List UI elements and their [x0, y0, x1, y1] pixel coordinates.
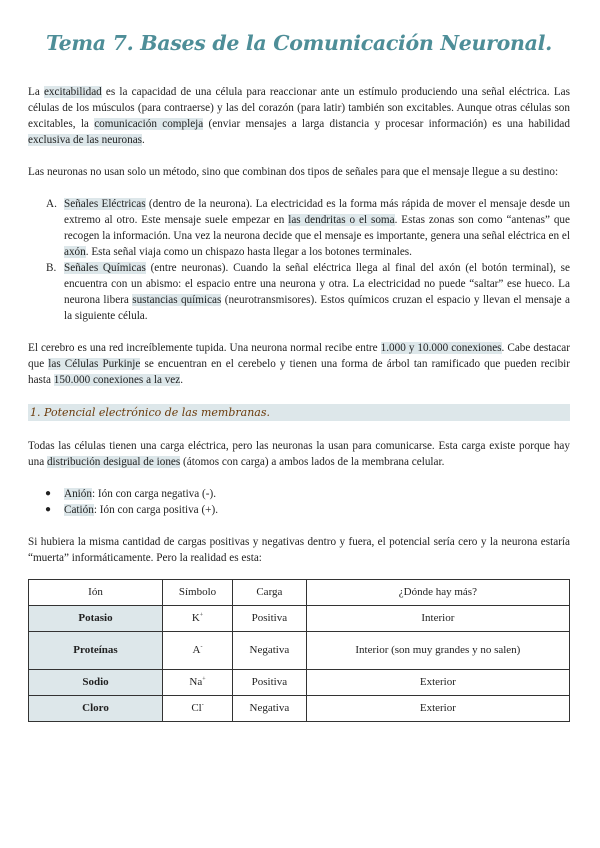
symbol-charge: -	[200, 644, 203, 651]
list-item-cation	[45, 502, 570, 518]
document-title: Tema 7. Bases de la Comunicación Neuronal.	[46, 31, 552, 55]
text: (neurotransmisores). Estos químicos cruzan el espacio y llevan el mensaje a la siguiente célula.	[64, 294, 570, 322]
highlight-exclusiva: exclusiva de las neuronas	[28, 134, 143, 146]
charge-cell: Positiva	[233, 670, 307, 696]
paragraph-brain-network	[28, 340, 570, 388]
column-header: Ión	[29, 580, 163, 606]
highlight-excitabilidad: excitabilidad	[43, 86, 102, 98]
signal-list	[28, 196, 570, 324]
table-row	[29, 606, 570, 632]
text: . Cabe destacar que	[28, 342, 570, 370]
highlight-sustancias-quimicas: sustancias químicas	[132, 294, 222, 306]
text: El cerebro es una red increíblemente tupida. Una neurona normal recibe entre	[28, 342, 381, 354]
text: (enviar mensajes a larga distancia y procesar información) es una habilidad	[203, 118, 570, 130]
column-header: ¿Dónde hay más?	[306, 580, 569, 606]
symbol-charge: -	[201, 702, 204, 709]
highlight-purkinje: las Células Purkinje	[48, 358, 141, 370]
column-header: Símbolo	[163, 580, 233, 606]
highlight-axon: axón	[64, 246, 86, 258]
text: es la capacidad de una célula para reaccionar ante un estímulo produciendo una señal eléctrica. Las células de los músculos (para contraerse) y las del corazón (para latir) también son excitables. Aunque otras células son excitables, la	[28, 86, 570, 130]
table-header-row	[29, 580, 570, 606]
text: (entre neuronas). Cuando la señal eléctrica llega al final del axón (el botón terminal), se encuentra con un abismo: el espacio entre una neurona y otra. La electricidad no puede “saltar” ese hueco. La neurona libera	[64, 262, 570, 306]
paragraph-excitability	[28, 84, 570, 148]
ion-name-cell: Sodio	[29, 670, 163, 696]
table-row	[29, 670, 570, 696]
highlight-senales-electricas: Señales Eléctricas	[64, 198, 146, 210]
table-row	[29, 696, 570, 722]
list-item-electric	[46, 196, 570, 260]
highlight-senales-quimicas: Señales Químicas	[64, 262, 146, 274]
section-heading: 1. Potencial electrónico de las membranas.	[28, 404, 570, 421]
ion-list	[28, 486, 570, 518]
text: .	[180, 374, 184, 386]
text: : Ión con carga negativa (-).	[91, 488, 217, 500]
location-cell: Interior (son muy grandes y no salen)	[306, 632, 569, 670]
symbol-charge: +	[199, 612, 204, 619]
table-row	[29, 632, 570, 670]
highlight-conexiones: 1.000 y 10.000 conexiones	[380, 342, 502, 354]
paragraph-membrane-charge	[28, 438, 570, 470]
list-item-anion	[45, 486, 570, 502]
list-item-chemical	[46, 260, 570, 324]
symbol-cell	[163, 606, 233, 632]
ion-name-cell: Cloro	[29, 696, 163, 722]
location-cell: Interior	[306, 606, 569, 632]
highlight-comunicacion-compleja: comunicación compleja	[94, 118, 204, 130]
ion-name-cell: Potasio	[29, 606, 163, 632]
column-header: Carga	[233, 580, 307, 606]
charge-cell: Positiva	[233, 606, 307, 632]
symbol-base: Na	[189, 676, 203, 688]
text: : Ión con carga positiva (+).	[93, 504, 218, 516]
text: (átomos con carga) a ambos lados de la membrana celular.	[180, 456, 445, 468]
highlight-150000: 150.000 conexiones a la vez	[53, 374, 181, 386]
highlight-anion: Anión	[64, 488, 92, 500]
highlight-distribucion-iones: distribución desigual de iones	[46, 456, 181, 468]
symbol-base: A	[192, 644, 201, 656]
paragraph-signal-types: Las neuronas no usan solo un método, sino que combinan dos tipos de señales para que el mensaje llegue a su destino:	[28, 166, 559, 178]
symbol-cell	[163, 632, 233, 670]
symbol-charge: +	[202, 676, 206, 683]
text: (dentro de la neurona). La electricidad es la forma más rápida de mover el mensaje desde un extremo al otro. Este mensaje suele empezar en	[64, 198, 570, 226]
symbol-base: K	[191, 612, 200, 624]
location-cell: Exterior	[306, 670, 569, 696]
bullet-icon: ●	[45, 488, 52, 499]
ion-table	[28, 579, 570, 722]
text: .	[142, 134, 145, 146]
location-cell: Exterior	[306, 696, 569, 722]
ion-name-cell: Proteínas	[29, 632, 163, 670]
list-marker: B.	[46, 262, 57, 274]
charge-cell: Negativa	[233, 632, 307, 670]
charge-cell: Negativa	[233, 696, 307, 722]
symbol-base: Cl	[191, 702, 202, 714]
paragraph-reality: Si hubiera la misma cantidad de cargas positivas y negativas dentro y fuera, el potencial sería cero y la neurona estaría “muerta” informáticamente. Pero la realidad es esta:	[28, 536, 570, 564]
text: . Esta señal viaja como un chispazo hasta llegar a los botones terminales.	[85, 246, 412, 258]
list-marker: A.	[46, 198, 57, 210]
symbol-cell	[163, 696, 233, 722]
text: se encuentran en el cerebelo y tienen una forma de árbol tan ramificado que pueden recibir hasta	[28, 358, 571, 386]
text: . Estas zonas son como “antenas” que recogen la información. Una vez la neurona decide que el mensaje es importante, genera una señal eléctrica en el	[64, 214, 570, 242]
symbol-cell	[163, 670, 233, 696]
text: La	[28, 86, 44, 98]
highlight-cation: Catión	[64, 504, 94, 516]
highlight-dendritas: las dendritas o el soma	[288, 214, 395, 226]
bullet-icon: ●	[45, 504, 52, 515]
text: Todas las células tienen una carga eléctrica, pero las neuronas la usan para comunicarse. Esta carga existe porque hay una	[28, 440, 570, 468]
